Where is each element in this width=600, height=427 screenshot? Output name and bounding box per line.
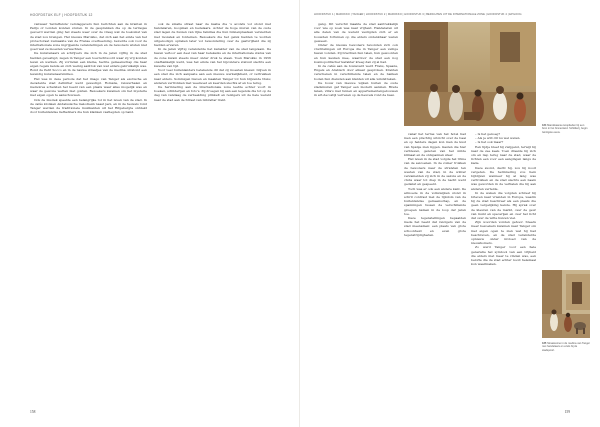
paragraph: – Als je wilt dit nu wel weten.: [475, 136, 521, 141]
paragraph: In de cafés aan de boulevard werd Frans, Spaans, Engels en Arabisch door elkaar gesproken. Kranten verschenen in verschillende talen en de banken boden hun diensten aan klanten uit alle windstreken.: [314, 64, 398, 81]
right-page-column-c: [471, 132, 536, 405]
paragraph: vanwaar 'betreffende' verslaggevers hun berichten aan de kranten in Parijs of Londen konden sturen. In de gesprekken die op de terrasjes gevoerd werden ging het steeds weer over de vraag wat de toekomst van de stad zou brengen. Het nieuwe Marokko, dat zich aan het einde van het protectoraat losmaakte van de Franse overheersing, beloofde ook voor de internationale zone ingrijpende veranderingen en de bewoners wisten niet goed wat ze moesten verwachten.: [30, 22, 147, 52]
caption-number: 184: [542, 124, 547, 127]
running-head-right: HOOFDSTUK 1 | MAROKKO | TANGER | HOOFDSTUK 2 | MAROKKO | HOOFDSTUK 3 | BERICHTEN UIT DE INTERNATIONALE ZONE | HOOFDSTUK 4 | EPILOOG: [314, 13, 522, 16]
paragraph: Het was in deze periode dat het imago van Tanger als exotische en decadente stad definitief werd gevestigd. Romans, reisverhalen en memoires schetsten het beeld van een plaats waar alles mogelijk was en waar de gewone wetten niet golden. Bezoekers kwamen om het mysterie met eigen ogen te aanschouwen.: [30, 76, 147, 98]
paragraph: De bouw van nieuwe wijken buiten de oude stadsmuren gaf Tanger een modern aanzien. Brede lanen, villa's met tuinen en appartementengebouwen in art-decostijl verrezen op de heuvels rond de baai.: [314, 80, 398, 98]
left-page-column-a: [30, 22, 147, 405]
caption-top: [542, 124, 590, 134]
paragraph: Onder de nieuwe bewoners bevonden zich ook vluchtelingen uit Europa die in Tanger een veilige haven vonden. Zij brachten hun talen, hun gewoonten en hun keuken mee, waardoor de stad een nog kosmopolitischer karakter kreeg dan zij al had.: [314, 43, 398, 64]
paragraph: Voor veel buitenlanders betekende dit dat zij moesten kiezen: blijven in een stad die zich aanpaste aan een nieuwe werkelijkheid, of vertrekken naar elders. Sommigen bleven en maakten Tanger tot hun blijvende thuis; anderen vertrokken met weemoed en keerden slechts af en toe terug.: [154, 68, 271, 85]
caption-text: Straatscène in de medina van Tanger met handelaars en ezels bij de stadspoort.: [542, 342, 590, 352]
caption-bottom: [542, 342, 590, 352]
paragraph: De herinnering aan de internationale zone leefde echter voort in boeken, schilderijen en foto's. Zij droegen bij aan een legende die tot op de dag van vandaag de verbeelding prikkelt en reizigers uit de hele wereld naar de stad aan de Straat van Gibraltar trekt.: [154, 85, 271, 102]
left-page-column-b: [154, 22, 271, 405]
paragraph: – Is het genoeg?: [475, 132, 501, 136]
paragraph: Zo werd Tanger voor een hele generatie het symbool van een vrijheid die elders niet meer te vinden was, een belofte die de stad echter nooit helemaal kon waarmaken.: [471, 245, 536, 267]
right-page: [300, 0, 600, 427]
paragraph: Deze tegenstellingen bepaalden mede het beeld dat reizigers van de stad meenamen: een plaats van grote schoonheid en even grote tegenstrijdigheden.: [404, 216, 466, 237]
right-page-column-b: [404, 132, 466, 405]
right-page-column-a: [314, 22, 398, 405]
painting-top: [404, 22, 536, 126]
running-head-left: HOOFDSTUK ELF | HOOFDSTUK 12: [30, 13, 93, 17]
paragraph: Ook de muziek speelde een belangrijke rol in het leven van de stad. In de cafés klonken Andalusische melodieën naast jazz, en in de heuvels rond Tanger werden de traditionele muzikanten uit het Rifgebergte ontdekt door buitenlandse liefhebbers die hun klanken vastlegden op band.: [30, 97, 147, 115]
painting-bottom: [542, 270, 590, 338]
paragraph: Een tijdje bleef hij zwijgend, terwijl hij naar de zee keek. Toen draaide hij zich om en liep terug naar de stad, waar de lichten een voor een aangingen langs de kade.: [471, 144, 536, 166]
page-number-left: 158: [30, 410, 36, 414]
paragraph: In de jaren vijftig veranderde het karakter van de stad langzaam. De haven verloor een deel van haar betekenis en de internationale status van de zone kwam steeds meer onder druk te staan. Toen Marokko in 1956 onafhankelijk werd, was het einde van het bijzondere statuut slechts een kwestie van tijd.: [154, 47, 271, 69]
paragraph: De kunstenaars en schrijvers die zich in de jaren vijftig in de stad hadden gevestigd, zagen in Tanger een toevluchtsoord waar zij vrij konden leven en werken. Zij vormden een kleine, hechte gemeenschap die haar eigen regels kende en zich weinig aantrok van wat elders gebruikelijk was. Rond de Petit Socco en in de nauwe straatjes van de medina ontstond een levendig kunstenaarsmilieu.: [30, 51, 147, 77]
caption-text: Marokkaanse kooplieden bij een bron in het binnenland. Schilderij, begin twintigste eeuw.: [542, 124, 588, 134]
paragraph: Deze avond, dacht hij, zou hij nooit vergeten. De herinnering zou hem bijblijven wanneer hij al lang was vertrokken en de stad slechts een naam was geworden in de verhalen die hij aan anderen vertelde.: [471, 165, 536, 191]
paragraph: vanaf het terras van het hotel had men een prachtig uitzicht over de baai en op heldere dagen kon men de kust van Spanje zien liggen. Gasten die hier verbleven, genoten van het milde klimaat en de ontspannen sfeer.: [404, 132, 466, 158]
paragraph: gang. Dit verschil maakte de stad aantrekkelijk voor wie op zoek was naar vrijheid. Handelaren uit alle delen van de wereld vestigden zich er en bouwden fortuinen op die elders ondenkbaar waren geweest.: [314, 22, 398, 43]
caption-number: 185: [542, 342, 547, 345]
paragraph: Toch was er ook een andere kant. De armoede in de volkswijken stond in schril contrast met de rijkdom van de buitenlandse gemeenschap, en de spanningen tussen de verschillende groepen namen in de loop der jaren toe.: [404, 186, 466, 216]
paragraph: – Is het ook maar?: [475, 140, 504, 145]
paragraph: In de weken die volgden schreef hij brieven naar vrienden in Europa, waarin hij de stad beschreef als een plaats die geen vergelijking kende. Hij sprak over de kleuren van de markt, over de geur van munt en specerijen en over het licht dat over de witte huizen viel.: [471, 190, 536, 221]
paragraph: Zijn woorden vonden gehoor. Steeds meer bezoekers kwamen naar Tanger om met eigen ogen te zien wat hij had beschreven, en de stad veranderde opnieuw onder invloed van de nieuwkomers.: [471, 220, 536, 246]
paragraph: ook de smalle straat naar de kasba die 's avonds vol stond met handelaren, koopman en bedelaars. Achter de hoge muren van de oude stad lagen de huizen van rijke families die hun binnenplaatsen versierden met mozaïek en fonteinen. Bezoekers die het geluk hadden te worden uitgenodigd, spraken later vol bewondering over de gastvrijheid die zij hadden ervaren.: [154, 22, 271, 48]
painting-market-scene: [404, 22, 536, 126]
painting-street-scene: [542, 270, 590, 338]
page-number-right: 159: [564, 410, 570, 414]
paragraph: Het leven in de stad volgde het ritme van de seizoenen. In de zomer trokken de bewoners naar de stranden ten westen van de stad, in de winter verzamelden zij zich in de salons en de clubs waar tot diep in de nacht werd gedanst en gespeeld.: [404, 157, 466, 187]
